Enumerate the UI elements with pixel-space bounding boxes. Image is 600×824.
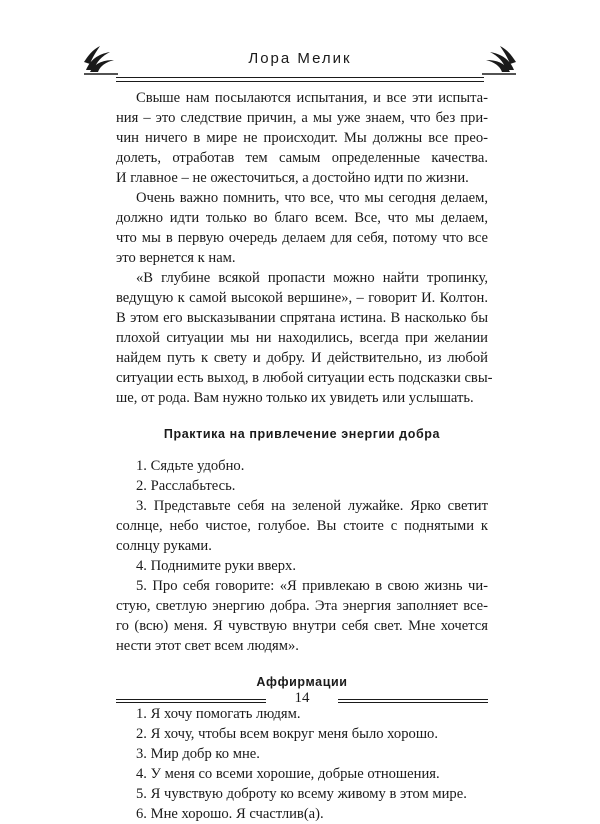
text-line: это вернется к нам.	[116, 250, 236, 266]
text-line: долеть, отработав тем самым определенные качества.	[116, 150, 488, 166]
header-rule	[116, 77, 484, 78]
text-line: В этом его высказывании спрятана истина. В насколько бы	[116, 310, 488, 326]
section-heading: Практика на привлечение энергии добра	[163, 427, 441, 441]
list-item: 3. Мир добр ко мне.	[136, 746, 260, 762]
list-item: 1. Я хочу помогать людям.	[136, 706, 301, 722]
list-item: 4. Поднимите руки вверх.	[136, 558, 296, 574]
text-line: найдем путь к свету и добру. И действительно, из любой	[116, 350, 488, 366]
page-number: 14	[294, 690, 310, 706]
text-line: солнцу руками.	[116, 538, 212, 554]
header-rule-thin	[116, 81, 484, 82]
text-line: должно идти только во благо всем. Все, что мы делаем,	[116, 210, 488, 226]
list-item: 2. Я хочу, чтобы всем вокруг меня было хорошо.	[136, 726, 438, 742]
text-line: ше, от рода. Вам нужно только их увидеть или услышать.	[116, 390, 474, 406]
text-line: Очень важно помнить, что все, что мы сегодня делаем,	[136, 190, 488, 206]
text-line: ситуации есть выход, в любой ситуации есть подсказки свы-	[116, 370, 493, 386]
affirmations-list	[116, 704, 488, 824]
list-item: 1. Сядьте удобно.	[136, 458, 245, 474]
footer-rule-right-thin	[338, 702, 488, 703]
text-line: ведущую к самой высокой вершине», – говорит И. Колтон.	[116, 290, 488, 306]
text-line: солнце, небо чистое, голубое. Вы стоите с поднятыми к	[116, 518, 488, 534]
author-name: Лора Мелик	[248, 50, 352, 67]
list-item	[116, 496, 488, 556]
paragraph	[116, 188, 488, 268]
section-heading: Аффирмации	[256, 675, 348, 689]
text-line: 3. Представьте себя на зеленой лужайке. Ярко светит	[136, 498, 488, 514]
text-line: И главное – не ожесточиться, а достойно идти по жизни.	[116, 170, 469, 186]
text-line: чин ничего в мире не происходит. Мы должны все прео-	[116, 130, 488, 146]
list-item: 5. Я чувствую доброту ко всему живому в этом мире.	[136, 786, 467, 802]
text-line: го (всю) меня. Я чувствую внутри себя свет. Мне хочется	[116, 618, 488, 634]
list-item	[116, 576, 488, 656]
paragraph	[116, 88, 488, 188]
text-line: Свыше нам посылаются испытания, и все эти испыта-	[136, 90, 488, 106]
text-line: «В глубине всякой пропасти можно найти тропинку,	[136, 270, 488, 286]
text-line: стую, светлую энергию добра. Эта энергия заполняет все-	[116, 598, 488, 614]
text-line: плохой ситуации мы ни находились, всегда при желании	[116, 330, 488, 346]
text-line: что мы в первую очередь делаем для себя, потому что все	[116, 230, 488, 246]
text-line: 5. Про себя говорите: «Я привлекаю в свою жизнь чи-	[136, 578, 488, 594]
page-footer	[116, 690, 488, 714]
running-header	[80, 44, 520, 84]
practice-list	[116, 456, 488, 656]
text-line: нести этот свет всем людям».	[116, 638, 299, 654]
list-item: 2. Расслабьтесь.	[136, 478, 236, 494]
footer-rule-right	[338, 699, 488, 700]
list-item: 6. Мне хорошо. Я счастлив(а).	[136, 806, 324, 822]
text-line: ния – это следствие причин, а мы уже знаем, что без при-	[116, 110, 488, 126]
list-item: 4. У меня со всеми хорошие, добрые отношения.	[136, 766, 440, 782]
paragraph	[116, 268, 493, 408]
